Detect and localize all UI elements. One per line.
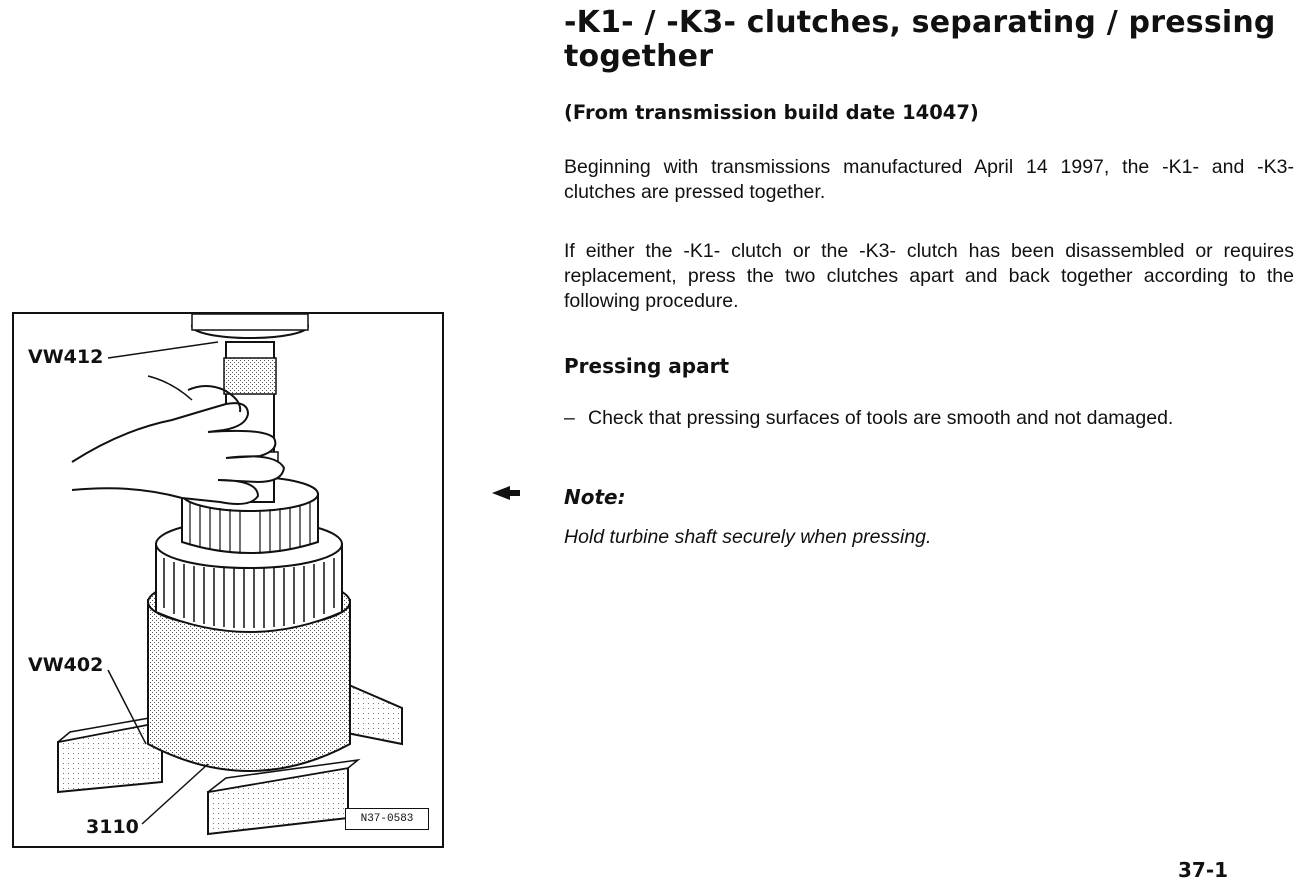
section-heading-pressing-apart: Pressing apart <box>564 354 729 378</box>
clutch-pressing-illustration <box>12 312 444 848</box>
illustration-drawing <box>12 312 444 848</box>
leader-vw412 <box>108 342 218 358</box>
build-date-subtitle: (From transmission build date 14047) <box>564 101 979 124</box>
paragraph-procedure: If either the -K1- clutch or the -K3- clutch has been disassembled or requires replacement, press the two clutches apart and back together according to the following procedure. <box>564 240 1294 312</box>
page-title: -K1- / -K3- clutches, separating / pressing together <box>564 5 1276 74</box>
note-text: Hold turbine shaft securely when pressing. <box>564 526 932 548</box>
figure-code: N37-0583 <box>345 808 429 830</box>
label-3110: 3110 <box>86 816 139 838</box>
pointer-arrow-icon <box>492 486 520 500</box>
step-text: Check that pressing surfaces of tools are smooth and not damaged. <box>588 407 1174 429</box>
note-heading: Note: <box>564 485 626 509</box>
step-bullet: – <box>564 407 575 429</box>
label-vw402: VW402 <box>28 654 104 676</box>
label-vw412: VW412 <box>28 346 104 368</box>
page-number: 37-1 <box>1178 858 1229 882</box>
step-item <box>564 406 1294 431</box>
paragraph-intro: Beginning with transmissions manufactured April 14 1997, the -K1- and -K3- clutches are pressed together. <box>564 156 1294 203</box>
